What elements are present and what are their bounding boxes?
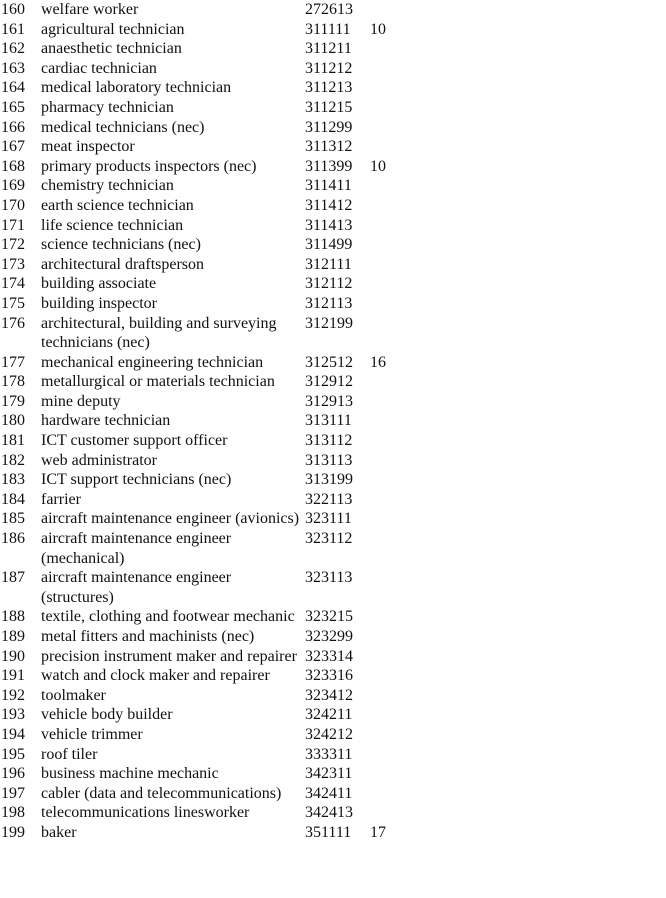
- row-number: 163: [1, 59, 25, 77]
- table-row: [0, 529, 410, 568]
- row-number: 185: [1, 510, 25, 528]
- occupation-name: aircraft maintenance engineer (avionics): [41, 510, 300, 528]
- row-number: 169: [1, 177, 25, 195]
- extra-value: [370, 39, 410, 59]
- occupation-code: 312912: [305, 373, 353, 391]
- occupation-code: 311411: [305, 177, 352, 195]
- row-number: 184: [1, 490, 25, 508]
- extra-value: [370, 803, 410, 823]
- occupation-name: pharmacy technician: [41, 98, 174, 116]
- extra-value: [370, 118, 410, 138]
- extra-value: [370, 705, 410, 725]
- occupation-code: 323215: [305, 608, 353, 626]
- row-number: 175: [1, 294, 25, 312]
- row-number: 198: [1, 804, 25, 822]
- extra-value: [370, 607, 410, 627]
- row-number: 191: [1, 667, 25, 685]
- occupation-name: earth science technician: [41, 196, 194, 214]
- occupation-code: 324211: [305, 706, 353, 724]
- extra-value: 10: [370, 157, 386, 175]
- occupation-name: farrier: [41, 490, 81, 508]
- extra-value: [370, 176, 410, 196]
- occupation-name: textile, clothing and footwear mechanic: [41, 608, 295, 626]
- table-row: [0, 607, 410, 627]
- occupation-code: 322113: [305, 490, 353, 508]
- occupation-code: 323314: [305, 647, 353, 665]
- extra-value: [370, 274, 410, 294]
- occupation-code: 311312: [305, 138, 353, 156]
- occupation-name: cabler (data and telecommunications): [41, 784, 282, 802]
- occupation-code: 311413: [305, 216, 353, 234]
- extra-value: [370, 137, 410, 157]
- row-number: 181: [1, 432, 25, 450]
- occupation-code: 313112: [305, 432, 353, 450]
- extra-value: 16: [370, 353, 386, 371]
- table-row: [0, 686, 410, 706]
- table-row: [0, 725, 410, 745]
- occupation-name: telecommunications linesworker: [41, 804, 250, 822]
- extra-value: [370, 509, 410, 529]
- occupation-name: aircraft maintenance engineer (structures): [41, 569, 232, 606]
- occupation-name: roof tiler: [41, 745, 98, 763]
- occupation-name: ICT customer support officer: [41, 432, 228, 450]
- occupation-name: baker: [41, 823, 77, 841]
- table-row: [0, 568, 410, 607]
- row-number: 195: [1, 745, 25, 763]
- table-row: [0, 59, 410, 79]
- row-number: 178: [1, 373, 25, 391]
- extra-value: [370, 255, 410, 275]
- table-row: [0, 137, 410, 157]
- row-number: 170: [1, 196, 25, 214]
- row-number: 194: [1, 725, 25, 743]
- table-row: [0, 235, 410, 255]
- row-number: 176: [1, 314, 25, 332]
- table-row: [0, 705, 410, 725]
- occupation-name: agricultural technician: [41, 20, 185, 38]
- extra-value: [370, 568, 410, 607]
- row-number: 192: [1, 686, 25, 704]
- extra-value: 10: [370, 20, 386, 38]
- row-number: 196: [1, 765, 25, 783]
- table-row: [0, 20, 410, 40]
- occupation-code: 311212: [305, 59, 353, 77]
- row-number: 186: [1, 530, 25, 548]
- row-number: 165: [1, 98, 25, 116]
- occupation-code: 342413: [305, 804, 353, 822]
- row-number: 167: [1, 138, 25, 156]
- table-row: [0, 353, 410, 373]
- occupation-code: 324212: [305, 725, 353, 743]
- row-number: 171: [1, 216, 25, 234]
- table-row: [0, 294, 410, 314]
- extra-value: [370, 431, 410, 451]
- table-row: [0, 98, 410, 118]
- occupation-name: life science technician: [41, 216, 184, 234]
- row-number: 190: [1, 647, 25, 665]
- extra-value: [370, 59, 410, 79]
- occupation-name: mechanical engineering technician: [41, 353, 264, 371]
- occupation-code: 311412: [305, 196, 353, 214]
- row-number: 177: [1, 353, 25, 371]
- occupation-code: 313113: [305, 451, 353, 469]
- extra-value: [370, 784, 410, 804]
- extra-value: [370, 764, 410, 784]
- table-row: [0, 392, 410, 412]
- occupation-name: medical technicians (nec): [41, 118, 205, 136]
- table-row: [0, 451, 410, 471]
- occupation-code: 311215: [305, 98, 353, 116]
- table-row: [0, 78, 410, 98]
- occupation-name: architectural, building and surveying technicians (nec): [41, 314, 277, 352]
- occupation-code: 312913: [305, 392, 353, 410]
- occupation-code: 323112: [305, 530, 353, 548]
- extra-value: 17: [370, 823, 386, 841]
- table-row: [0, 157, 410, 177]
- occupation-name: mine deputy: [41, 392, 121, 410]
- table-row: [0, 216, 410, 236]
- occupation-name: medical laboratory technician: [41, 79, 232, 97]
- occupation-name: meat inspector: [41, 138, 135, 156]
- extra-value: [370, 314, 410, 353]
- table-row: [0, 372, 410, 392]
- occupation-code: 312112: [305, 275, 353, 293]
- table-row: [0, 0, 410, 20]
- table-row: [0, 823, 410, 843]
- row-number: 173: [1, 255, 25, 273]
- occupation-name: ICT support technicians (nec): [41, 471, 232, 489]
- row-number: 179: [1, 392, 25, 410]
- row-number: 174: [1, 275, 25, 293]
- row-number: 197: [1, 784, 25, 802]
- extra-value: [370, 470, 410, 490]
- occupation-name: chemistry technician: [41, 177, 174, 195]
- table-row: [0, 803, 410, 823]
- table-row: [0, 470, 410, 490]
- occupation-name: hardware technician: [41, 412, 171, 430]
- row-number: 164: [1, 79, 25, 97]
- extra-value: [370, 196, 410, 216]
- table-row: [0, 745, 410, 765]
- table-row: [0, 314, 410, 353]
- occupation-name: building inspector: [41, 294, 157, 312]
- row-number: 180: [1, 412, 25, 430]
- occupation-code: 272613: [305, 1, 353, 18]
- extra-value: [370, 529, 410, 568]
- occupation-name: vehicle trimmer: [41, 725, 143, 743]
- table-row: [0, 411, 410, 431]
- extra-value: [370, 725, 410, 745]
- row-number: 183: [1, 471, 25, 489]
- occupation-name: business machine mechanic: [41, 765, 219, 783]
- row-number: 161: [1, 20, 25, 38]
- occupation-code: 323113: [305, 569, 353, 587]
- table-row: [0, 764, 410, 784]
- table-row: [0, 509, 410, 529]
- occupation-code: 312512: [305, 353, 353, 371]
- extra-value: [370, 98, 410, 118]
- table-row: [0, 784, 410, 804]
- row-number: 193: [1, 706, 25, 724]
- occupation-name: vehicle body builder: [41, 706, 173, 724]
- extra-value: [370, 78, 410, 98]
- occupation-code: 313199: [305, 471, 353, 489]
- extra-value: [370, 686, 410, 706]
- extra-value: [370, 745, 410, 765]
- occupation-code: 313111: [305, 412, 352, 430]
- row-number: 188: [1, 608, 25, 626]
- occupation-code: 312199: [305, 314, 353, 332]
- occupation-name: building associate: [41, 275, 157, 293]
- table-row: [0, 274, 410, 294]
- occupation-code: 311299: [305, 118, 353, 136]
- occupation-name: metallurgical or materials technician: [41, 373, 275, 391]
- extra-value: [370, 0, 410, 20]
- occupation-name: web administrator: [41, 451, 157, 469]
- occupation-name: toolmaker: [41, 686, 106, 704]
- occupation-code: 312113: [305, 294, 353, 312]
- row-number: 199: [1, 823, 25, 841]
- extra-value: [370, 627, 410, 647]
- table-row: [0, 196, 410, 216]
- occupation-code: 311499: [305, 236, 353, 254]
- occupation-code: 311111: [305, 20, 351, 38]
- table-row: [0, 176, 410, 196]
- row-number: 187: [1, 569, 25, 587]
- occupation-code: 323299: [305, 628, 353, 645]
- occupation-name: aircraft maintenance engineer (mechanical): [41, 530, 232, 567]
- extra-value: [370, 490, 410, 510]
- table-row: [0, 118, 410, 138]
- occupation-code: 311213: [305, 79, 353, 97]
- occupation-name: science technicians (nec): [41, 236, 201, 254]
- row-number: 172: [1, 236, 25, 254]
- row-number: 168: [1, 157, 25, 175]
- extra-value: [370, 216, 410, 236]
- occupation-name: anaesthetic technician: [41, 40, 182, 58]
- extra-value: [370, 372, 410, 392]
- occupation-name: precision instrument maker and repairer: [41, 647, 297, 665]
- table-row: [0, 647, 410, 667]
- table-row: [0, 39, 410, 59]
- table-row: [0, 255, 410, 275]
- occupation-code: 342311: [305, 765, 353, 783]
- table-row: [0, 627, 410, 647]
- occupation-code: 342411: [305, 784, 353, 802]
- row-number: 189: [1, 628, 25, 645]
- row-number: 160: [1, 1, 25, 18]
- occupation-code: 323111: [305, 510, 352, 528]
- extra-value: [370, 235, 410, 255]
- occupation-name: primary products inspectors (nec): [41, 157, 257, 175]
- row-number: 162: [1, 40, 25, 58]
- occupation-code: 323412: [305, 686, 353, 704]
- extra-value: [370, 647, 410, 667]
- occupation-code: 311399: [305, 157, 353, 175]
- extra-value: [370, 392, 410, 412]
- occupation-name: architectural draftsperson: [41, 255, 205, 273]
- occupation-code: 311211: [305, 40, 352, 58]
- occupation-name: cardiac technician: [41, 59, 157, 77]
- occupation-code: 312111: [305, 255, 352, 273]
- extra-value: [370, 411, 410, 431]
- extra-value: [370, 666, 410, 686]
- occupation-name: watch and clock maker and repairer: [41, 667, 270, 685]
- table-row: [0, 431, 410, 451]
- occupation-name: metal fitters and machinists (nec): [41, 628, 255, 645]
- table-row: [0, 490, 410, 510]
- occupation-code: 351111: [305, 823, 352, 841]
- extra-value: [370, 451, 410, 471]
- table-row: [0, 666, 410, 686]
- extra-value: [370, 294, 410, 314]
- occupation-name: welfare worker: [41, 1, 139, 18]
- row-number: 182: [1, 451, 25, 469]
- occupation-code: 333311: [305, 745, 353, 763]
- occupation-code: 323316: [305, 667, 353, 685]
- row-number: 166: [1, 118, 25, 136]
